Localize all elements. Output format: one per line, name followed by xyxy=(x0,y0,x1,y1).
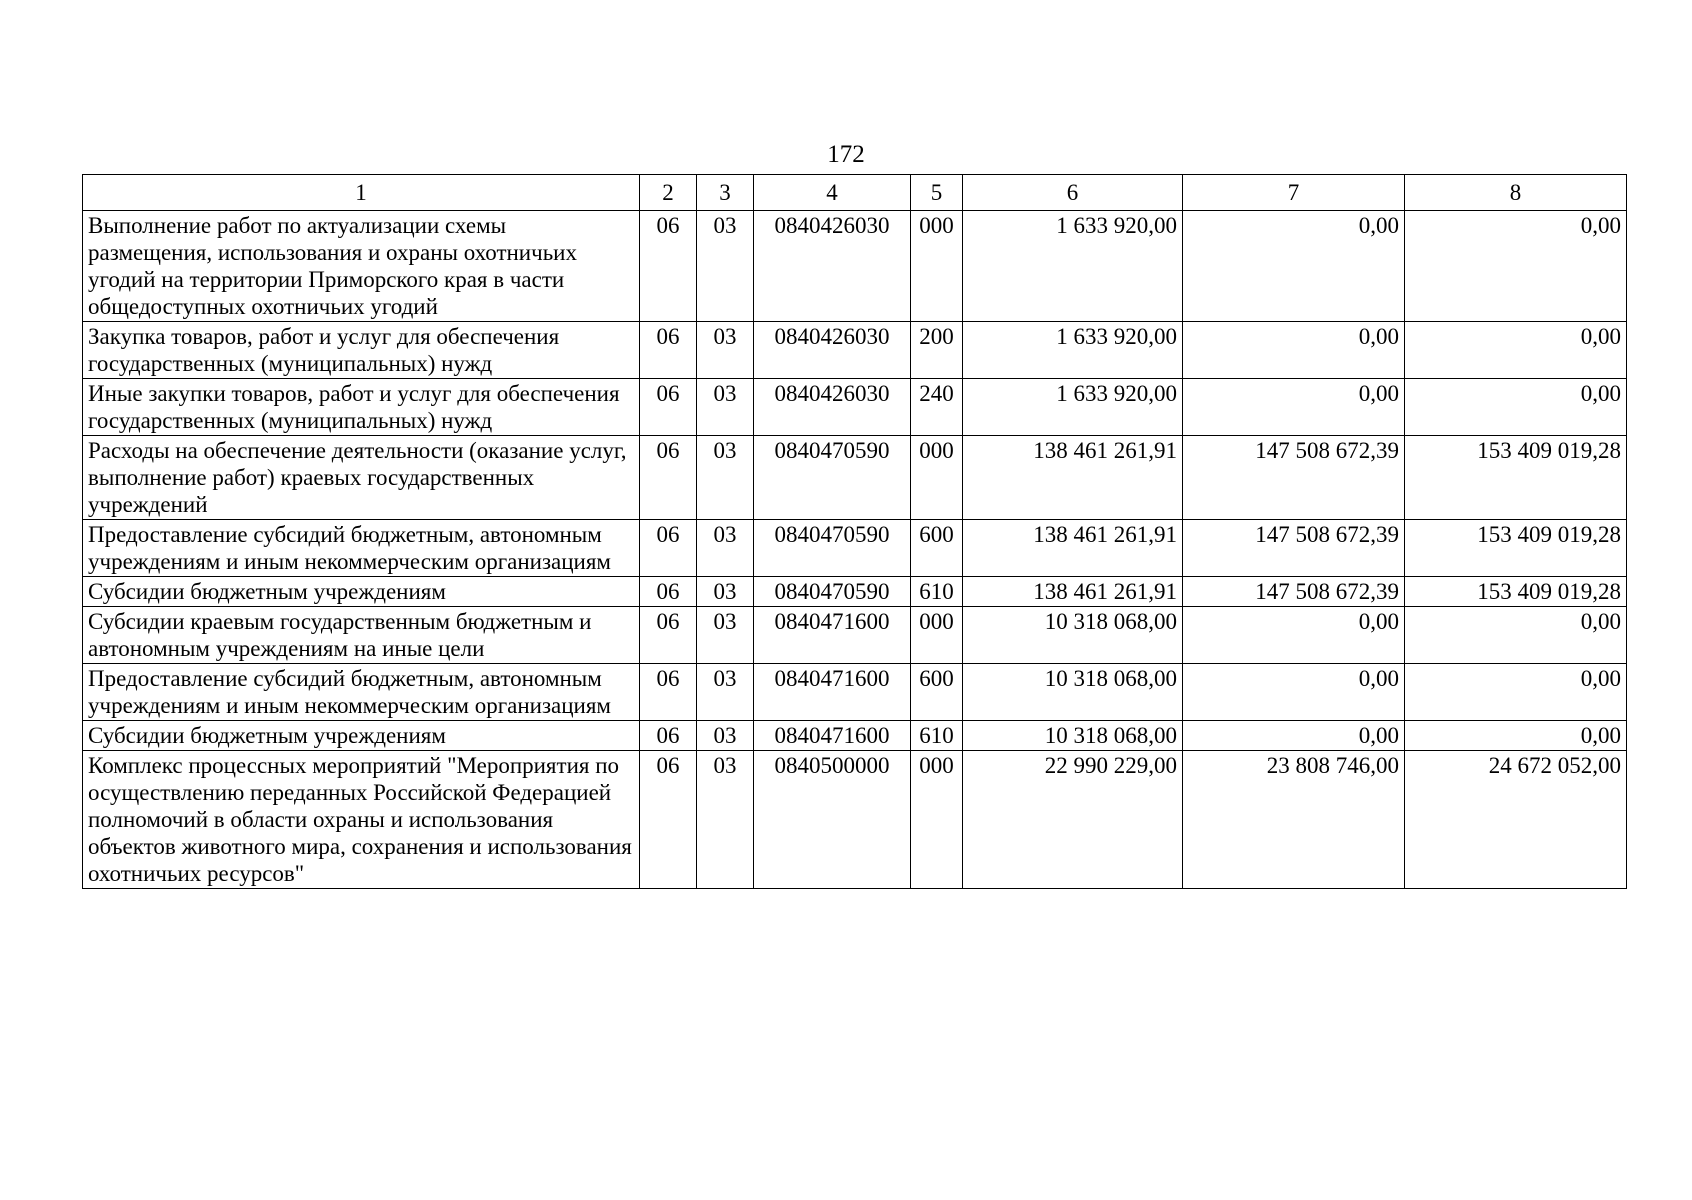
section-code-cell: 06 xyxy=(640,379,697,436)
item-name-cell: Комплекс процессных мероприятий "Мероприятия по осуществлению переданных Российской Федерацией полномочий в области охраны и использования объектов животного мира, сохранения и использования охотничьих ресурсов" xyxy=(83,751,640,889)
item-name-cell: Иные закупки товаров, работ и услуг для обеспечения государственных (муниципальных) нужд xyxy=(83,379,640,436)
target-article-cell: 0840426030 xyxy=(754,211,911,322)
amount-col6-cell: 1 633 920,00 xyxy=(963,211,1183,322)
amount-col7-cell: 0,00 xyxy=(1183,721,1405,751)
header-row xyxy=(83,175,1627,211)
target-article-cell: 0840470590 xyxy=(754,577,911,607)
column-header: 8 xyxy=(1405,175,1627,211)
column-header: 6 xyxy=(963,175,1183,211)
amount-col6-cell: 138 461 261,91 xyxy=(963,520,1183,577)
budget-table xyxy=(82,174,1627,889)
table-body xyxy=(83,211,1627,889)
column-header: 2 xyxy=(640,175,697,211)
subsection-code-cell: 03 xyxy=(697,211,754,322)
expense-type-cell: 240 xyxy=(911,379,963,436)
subsection-code-cell: 03 xyxy=(697,577,754,607)
table-row xyxy=(83,211,1627,322)
item-name-cell: Субсидии бюджетным учреждениям xyxy=(83,721,640,751)
amount-col6-cell: 1 633 920,00 xyxy=(963,379,1183,436)
amount-col6-cell: 22 990 229,00 xyxy=(963,751,1183,889)
expense-type-cell: 000 xyxy=(911,436,963,520)
target-article-cell: 0840426030 xyxy=(754,379,911,436)
subsection-code-cell: 03 xyxy=(697,436,754,520)
subsection-code-cell: 03 xyxy=(697,322,754,379)
subsection-code-cell: 03 xyxy=(697,520,754,577)
amount-col7-cell: 23 808 746,00 xyxy=(1183,751,1405,889)
item-name-cell: Субсидии бюджетным учреждениям xyxy=(83,577,640,607)
amount-col8-cell: 0,00 xyxy=(1405,322,1627,379)
target-article-cell: 0840426030 xyxy=(754,322,911,379)
expense-type-cell: 200 xyxy=(911,322,963,379)
expense-type-cell: 610 xyxy=(911,577,963,607)
amount-col8-cell: 153 409 019,28 xyxy=(1405,577,1627,607)
amount-col6-cell: 10 318 068,00 xyxy=(963,721,1183,751)
table-row xyxy=(83,520,1627,577)
target-article-cell: 0840471600 xyxy=(754,721,911,751)
item-name-cell: Субсидии краевым государственным бюджетным и автономным учреждениям на иные цели xyxy=(83,607,640,664)
target-article-cell: 0840471600 xyxy=(754,664,911,721)
amount-col6-cell: 10 318 068,00 xyxy=(963,607,1183,664)
subsection-code-cell: 03 xyxy=(697,664,754,721)
column-header: 3 xyxy=(697,175,754,211)
amount-col7-cell: 147 508 672,39 xyxy=(1183,436,1405,520)
table-row xyxy=(83,322,1627,379)
table-row xyxy=(83,607,1627,664)
table-row xyxy=(83,436,1627,520)
subsection-code-cell: 03 xyxy=(697,721,754,751)
section-code-cell: 06 xyxy=(640,436,697,520)
expense-type-cell: 000 xyxy=(911,607,963,664)
amount-col6-cell: 1 633 920,00 xyxy=(963,322,1183,379)
amount-col7-cell: 0,00 xyxy=(1183,607,1405,664)
amount-col7-cell: 0,00 xyxy=(1183,322,1405,379)
amount-col7-cell: 0,00 xyxy=(1183,379,1405,436)
amount-col8-cell: 24 672 052,00 xyxy=(1405,751,1627,889)
amount-col8-cell: 0,00 xyxy=(1405,607,1627,664)
amount-col6-cell: 138 461 261,91 xyxy=(963,436,1183,520)
table-row xyxy=(83,379,1627,436)
section-code-cell: 06 xyxy=(640,751,697,889)
subsection-code-cell: 03 xyxy=(697,751,754,889)
column-header: 1 xyxy=(83,175,640,211)
subsection-code-cell: 03 xyxy=(697,379,754,436)
item-name-cell: Расходы на обеспечение деятельности (оказание услуг, выполнение работ) краевых государственных учреждений xyxy=(83,436,640,520)
section-code-cell: 06 xyxy=(640,211,697,322)
table-row xyxy=(83,664,1627,721)
item-name-cell: Закупка товаров, работ и услуг для обеспечения государственных (муниципальных) нужд xyxy=(83,322,640,379)
target-article-cell: 0840471600 xyxy=(754,607,911,664)
amount-col7-cell: 0,00 xyxy=(1183,211,1405,322)
amount-col8-cell: 0,00 xyxy=(1405,721,1627,751)
table-row xyxy=(83,721,1627,751)
table-row xyxy=(83,577,1627,607)
item-name-cell: Предоставление субсидий бюджетным, автономным учреждениям и иным некоммерческим организациям xyxy=(83,520,640,577)
target-article-cell: 0840470590 xyxy=(754,436,911,520)
amount-col7-cell: 147 508 672,39 xyxy=(1183,577,1405,607)
table-row xyxy=(83,751,1627,889)
section-code-cell: 06 xyxy=(640,607,697,664)
column-header: 7 xyxy=(1183,175,1405,211)
expense-type-cell: 610 xyxy=(911,721,963,751)
item-name-cell: Выполнение работ по актуализации схемы размещения, использования и охраны охотничьих угодий на территории Приморского края в части общедоступных охотничьих угодий xyxy=(83,211,640,322)
amount-col8-cell: 0,00 xyxy=(1405,379,1627,436)
amount-col8-cell: 153 409 019,28 xyxy=(1405,436,1627,520)
expense-type-cell: 000 xyxy=(911,751,963,889)
target-article-cell: 0840470590 xyxy=(754,520,911,577)
section-code-cell: 06 xyxy=(640,577,697,607)
page-number: 172 xyxy=(827,141,865,168)
amount-col6-cell: 10 318 068,00 xyxy=(963,664,1183,721)
amount-col6-cell: 138 461 261,91 xyxy=(963,577,1183,607)
amount-col8-cell: 0,00 xyxy=(1405,211,1627,322)
section-code-cell: 06 xyxy=(640,322,697,379)
section-code-cell: 06 xyxy=(640,520,697,577)
item-name-cell: Предоставление субсидий бюджетным, автономным учреждениям и иным некоммерческим организациям xyxy=(83,664,640,721)
section-code-cell: 06 xyxy=(640,721,697,751)
section-code-cell: 06 xyxy=(640,664,697,721)
amount-col8-cell: 153 409 019,28 xyxy=(1405,520,1627,577)
amount-col7-cell: 147 508 672,39 xyxy=(1183,520,1405,577)
target-article-cell: 0840500000 xyxy=(754,751,911,889)
column-header: 5 xyxy=(911,175,963,211)
column-header: 4 xyxy=(754,175,911,211)
expense-type-cell: 600 xyxy=(911,664,963,721)
amount-col8-cell: 0,00 xyxy=(1405,664,1627,721)
amount-col7-cell: 0,00 xyxy=(1183,664,1405,721)
subsection-code-cell: 03 xyxy=(697,607,754,664)
expense-type-cell: 000 xyxy=(911,211,963,322)
expense-type-cell: 600 xyxy=(911,520,963,577)
